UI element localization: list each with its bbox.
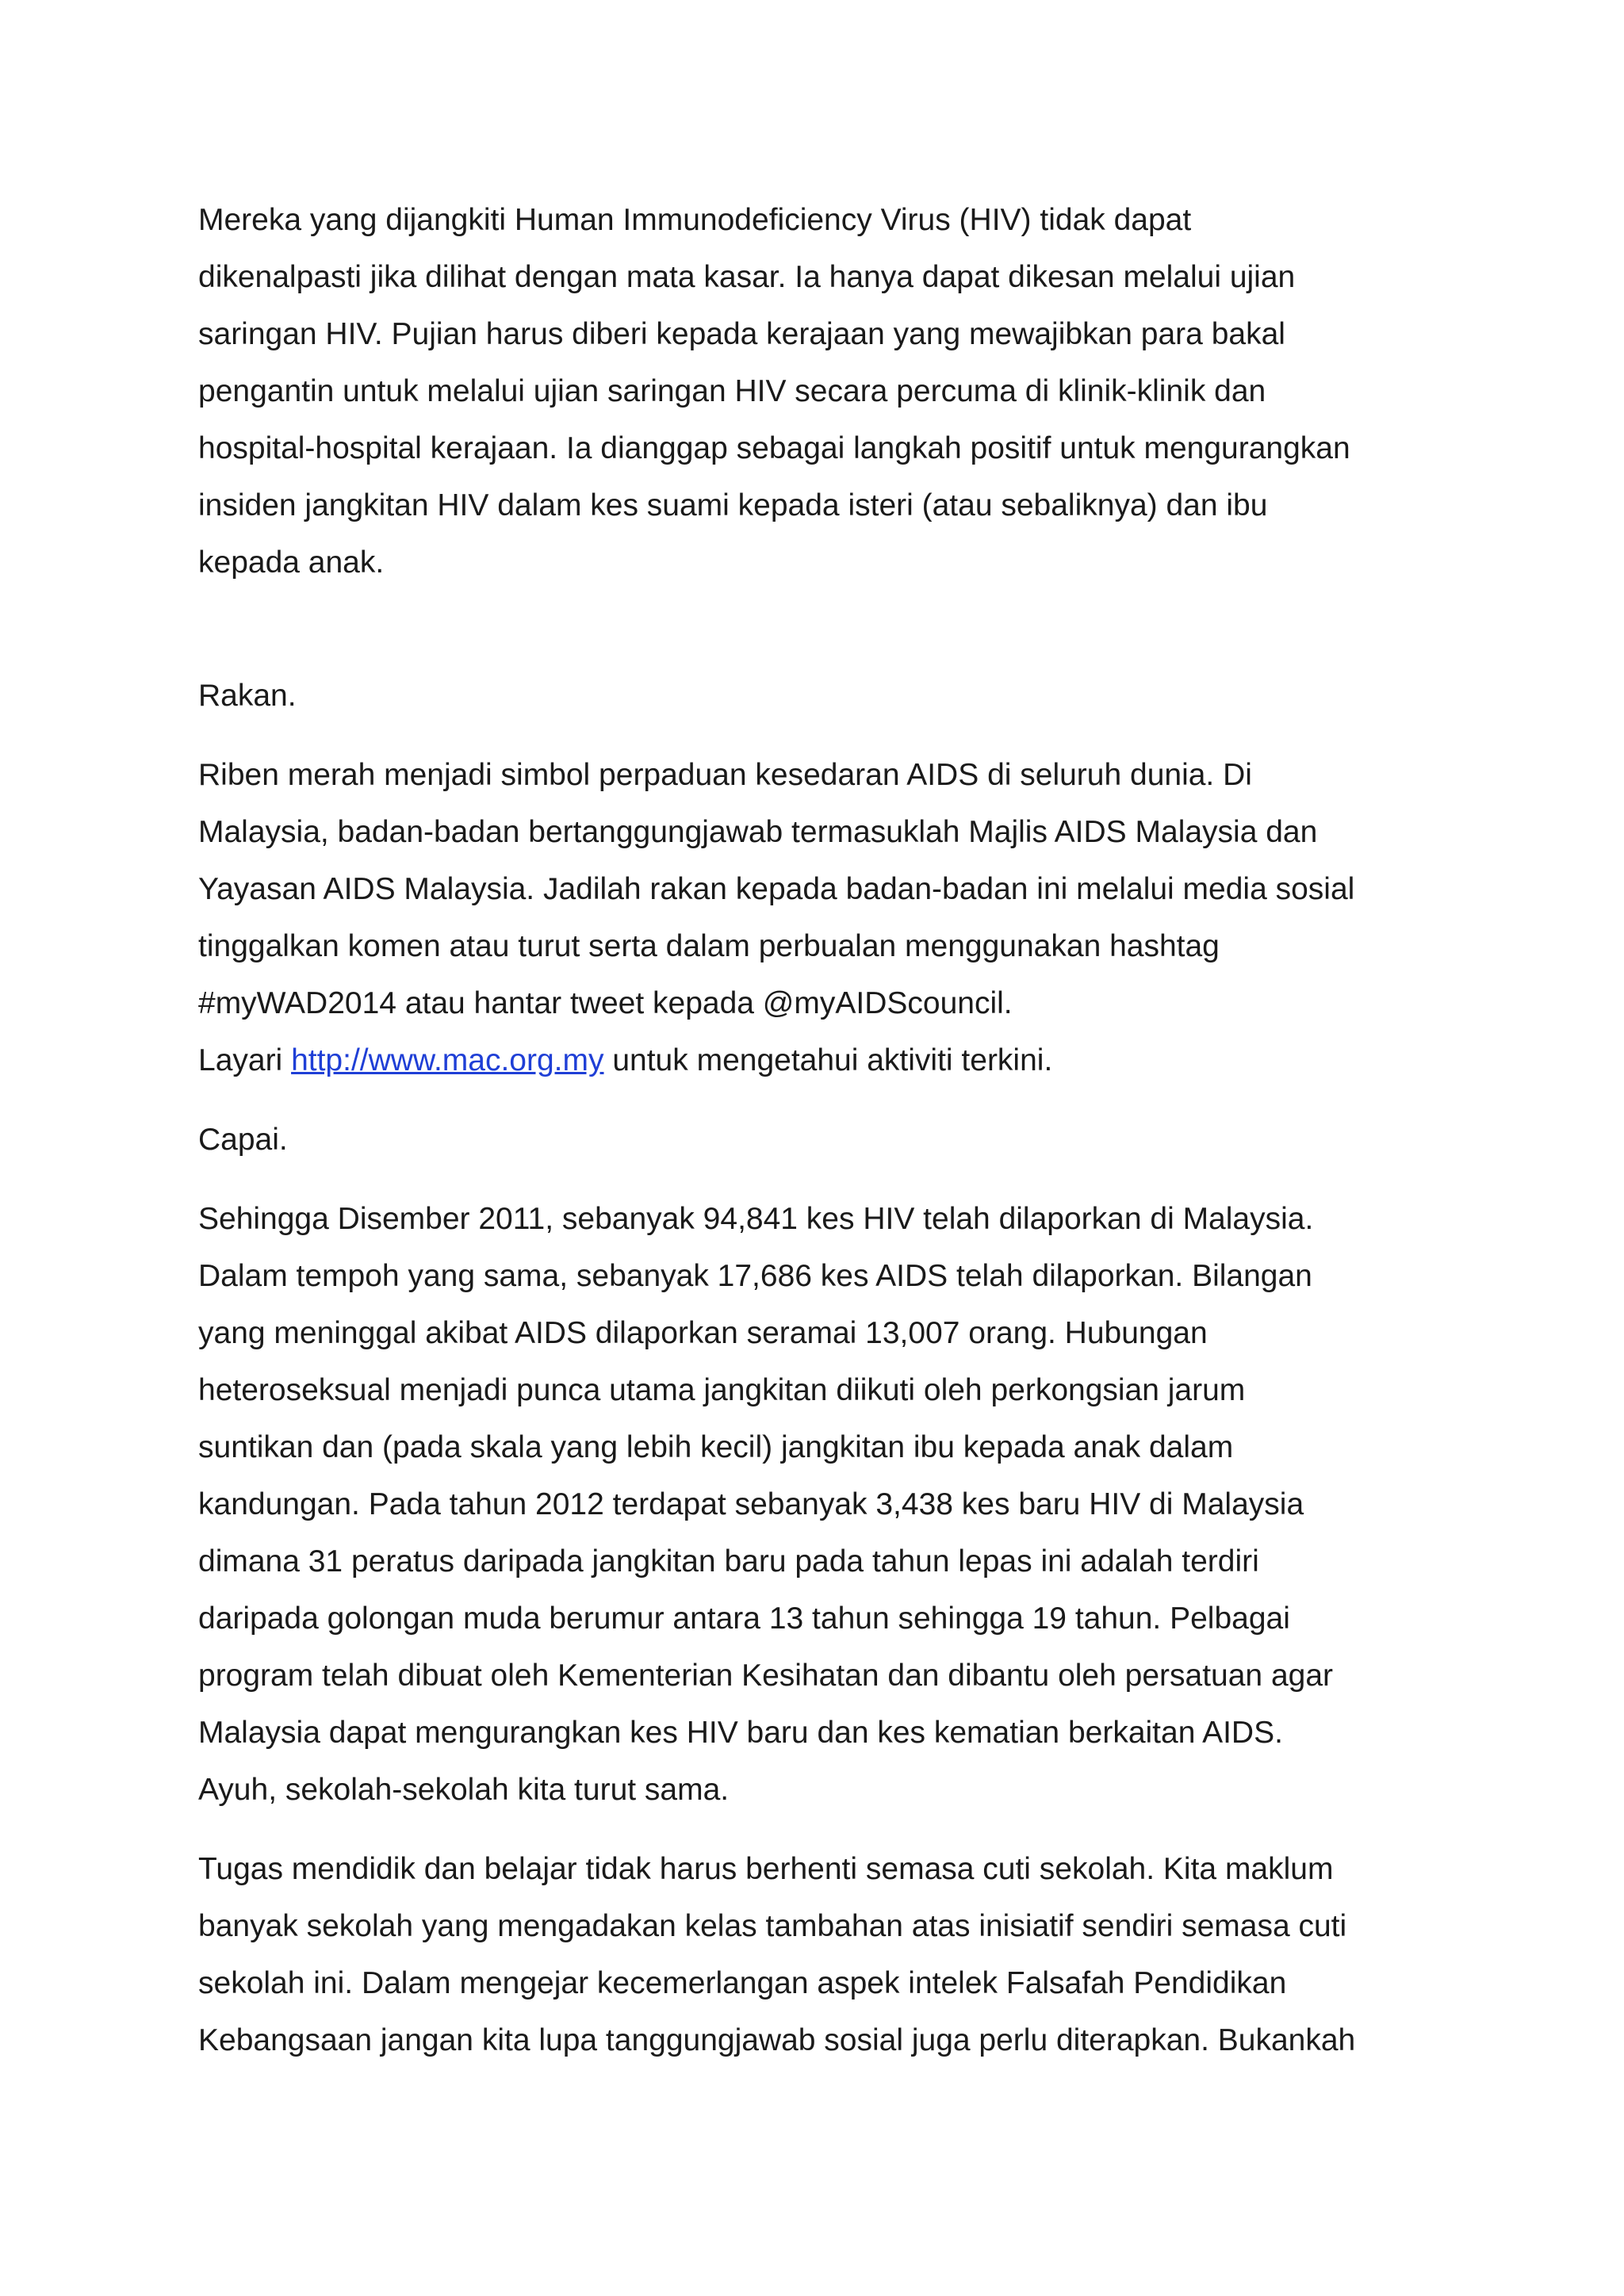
visit-prefix: Layari: [198, 1043, 292, 1077]
document-body: [198, 192, 1499, 2069]
paragraph-spacer: [198, 1819, 1499, 1841]
paragraph-spacer: [198, 725, 1499, 747]
paragraph-rakan: Riben merah menjadi simbol perpaduan kesedaran AIDS di seluruh dunia. Di Malaysia, badan-badan bertanggungjawab termasuklah Majlis AIDS Malaysia dan Yayasan AIDS Malaysia. Jadilah rakan kepada badan-badan ini melalui media sosial tinggalkan komen atau turut serta dalam perbualan menggunakan hashtag #myWAD2014 atau hantar tweet kepada @myAIDScouncil.: [198, 758, 1355, 1020]
heading-rakan: Rakan.: [198, 679, 297, 713]
paragraph-spacer: [198, 1089, 1499, 1112]
paragraph-tugas: Tugas mendidik dan belajar tidak harus berhenti semasa cuti sekolah. Kita maklum banyak sekolah yang mengadakan kelas tambahan atas inisiatif sendiri semasa cuti sekolah ini. Dalam mengejar kecemerlangan aspek intelek Falsafah Pendidikan Kebangsaan jangan kita lupa tanggungjawab sosial juga perlu diterapkan. Bukankah: [198, 1852, 1356, 2057]
mac-website-link[interactable]: http://www.mac.org.my: [291, 1043, 604, 1077]
paragraph-capai: Sehingga Disember 2011, sebanyak 94,841 kes HIV telah dilaporkan di Malaysia. Dalam tempoh yang sama, sebanyak 17,686 kes AIDS telah dilaporkan. Bilangan yang meninggal akibat AIDS dilaporkan seramai 13,007 orang. Hubungan heteroseksual menjadi punca utama jangkitan diikuti oleh perkongsian jarum suntikan dan (pada skala yang lebih kecil) jangkitan ibu kepada anak dalam kandungan. Pada tahun 2012 terdapat sebanyak 3,438 kes baru HIV di Malaysia dimana 31 peratus daripada jangkitan baru pada tahun lepas ini adalah terdiri daripada golongan muda berumur antara 13 tahun sehingga 19 tahun. Pelbagai program telah dibuat oleh Kementerian Kesihatan dan dibantu oleh persatuan agar Malaysia dapat mengurangkan kes HIV baru dan kes kematian berkaitan AIDS. Ayuh, sekolah-sekolah kita turut sama.: [198, 1202, 1334, 1807]
paragraph-spacer: [198, 591, 1499, 668]
paragraph-hiv-intro: Mereka yang dijangkiti Human Immunodeficiency Virus (HIV) tidak dapat dikenalpasti jika dilihat dengan mata kasar. Ia hanya dapat dikesan melalui ujian saringan HIV. Pujian harus diberi kepada kerajaan yang mewajibkan para bakal pengantin untuk melalui ujian saringan HIV secara percuma di klinik-klinik dan hospital-hospital kerajaan. Ia dianggap sebagai langkah positif untuk mengurangkan insiden jangkitan HIV dalam kes suami kepada isteri (atau sebaliknya) dan ibu kepada anak.: [198, 203, 1350, 580]
paragraph-spacer: [198, 1169, 1499, 1191]
visit-line: [198, 1032, 1499, 1089]
heading-capai: Capai.: [198, 1123, 288, 1157]
visit-suffix: untuk mengetahui aktiviti terkini.: [603, 1043, 1053, 1077]
